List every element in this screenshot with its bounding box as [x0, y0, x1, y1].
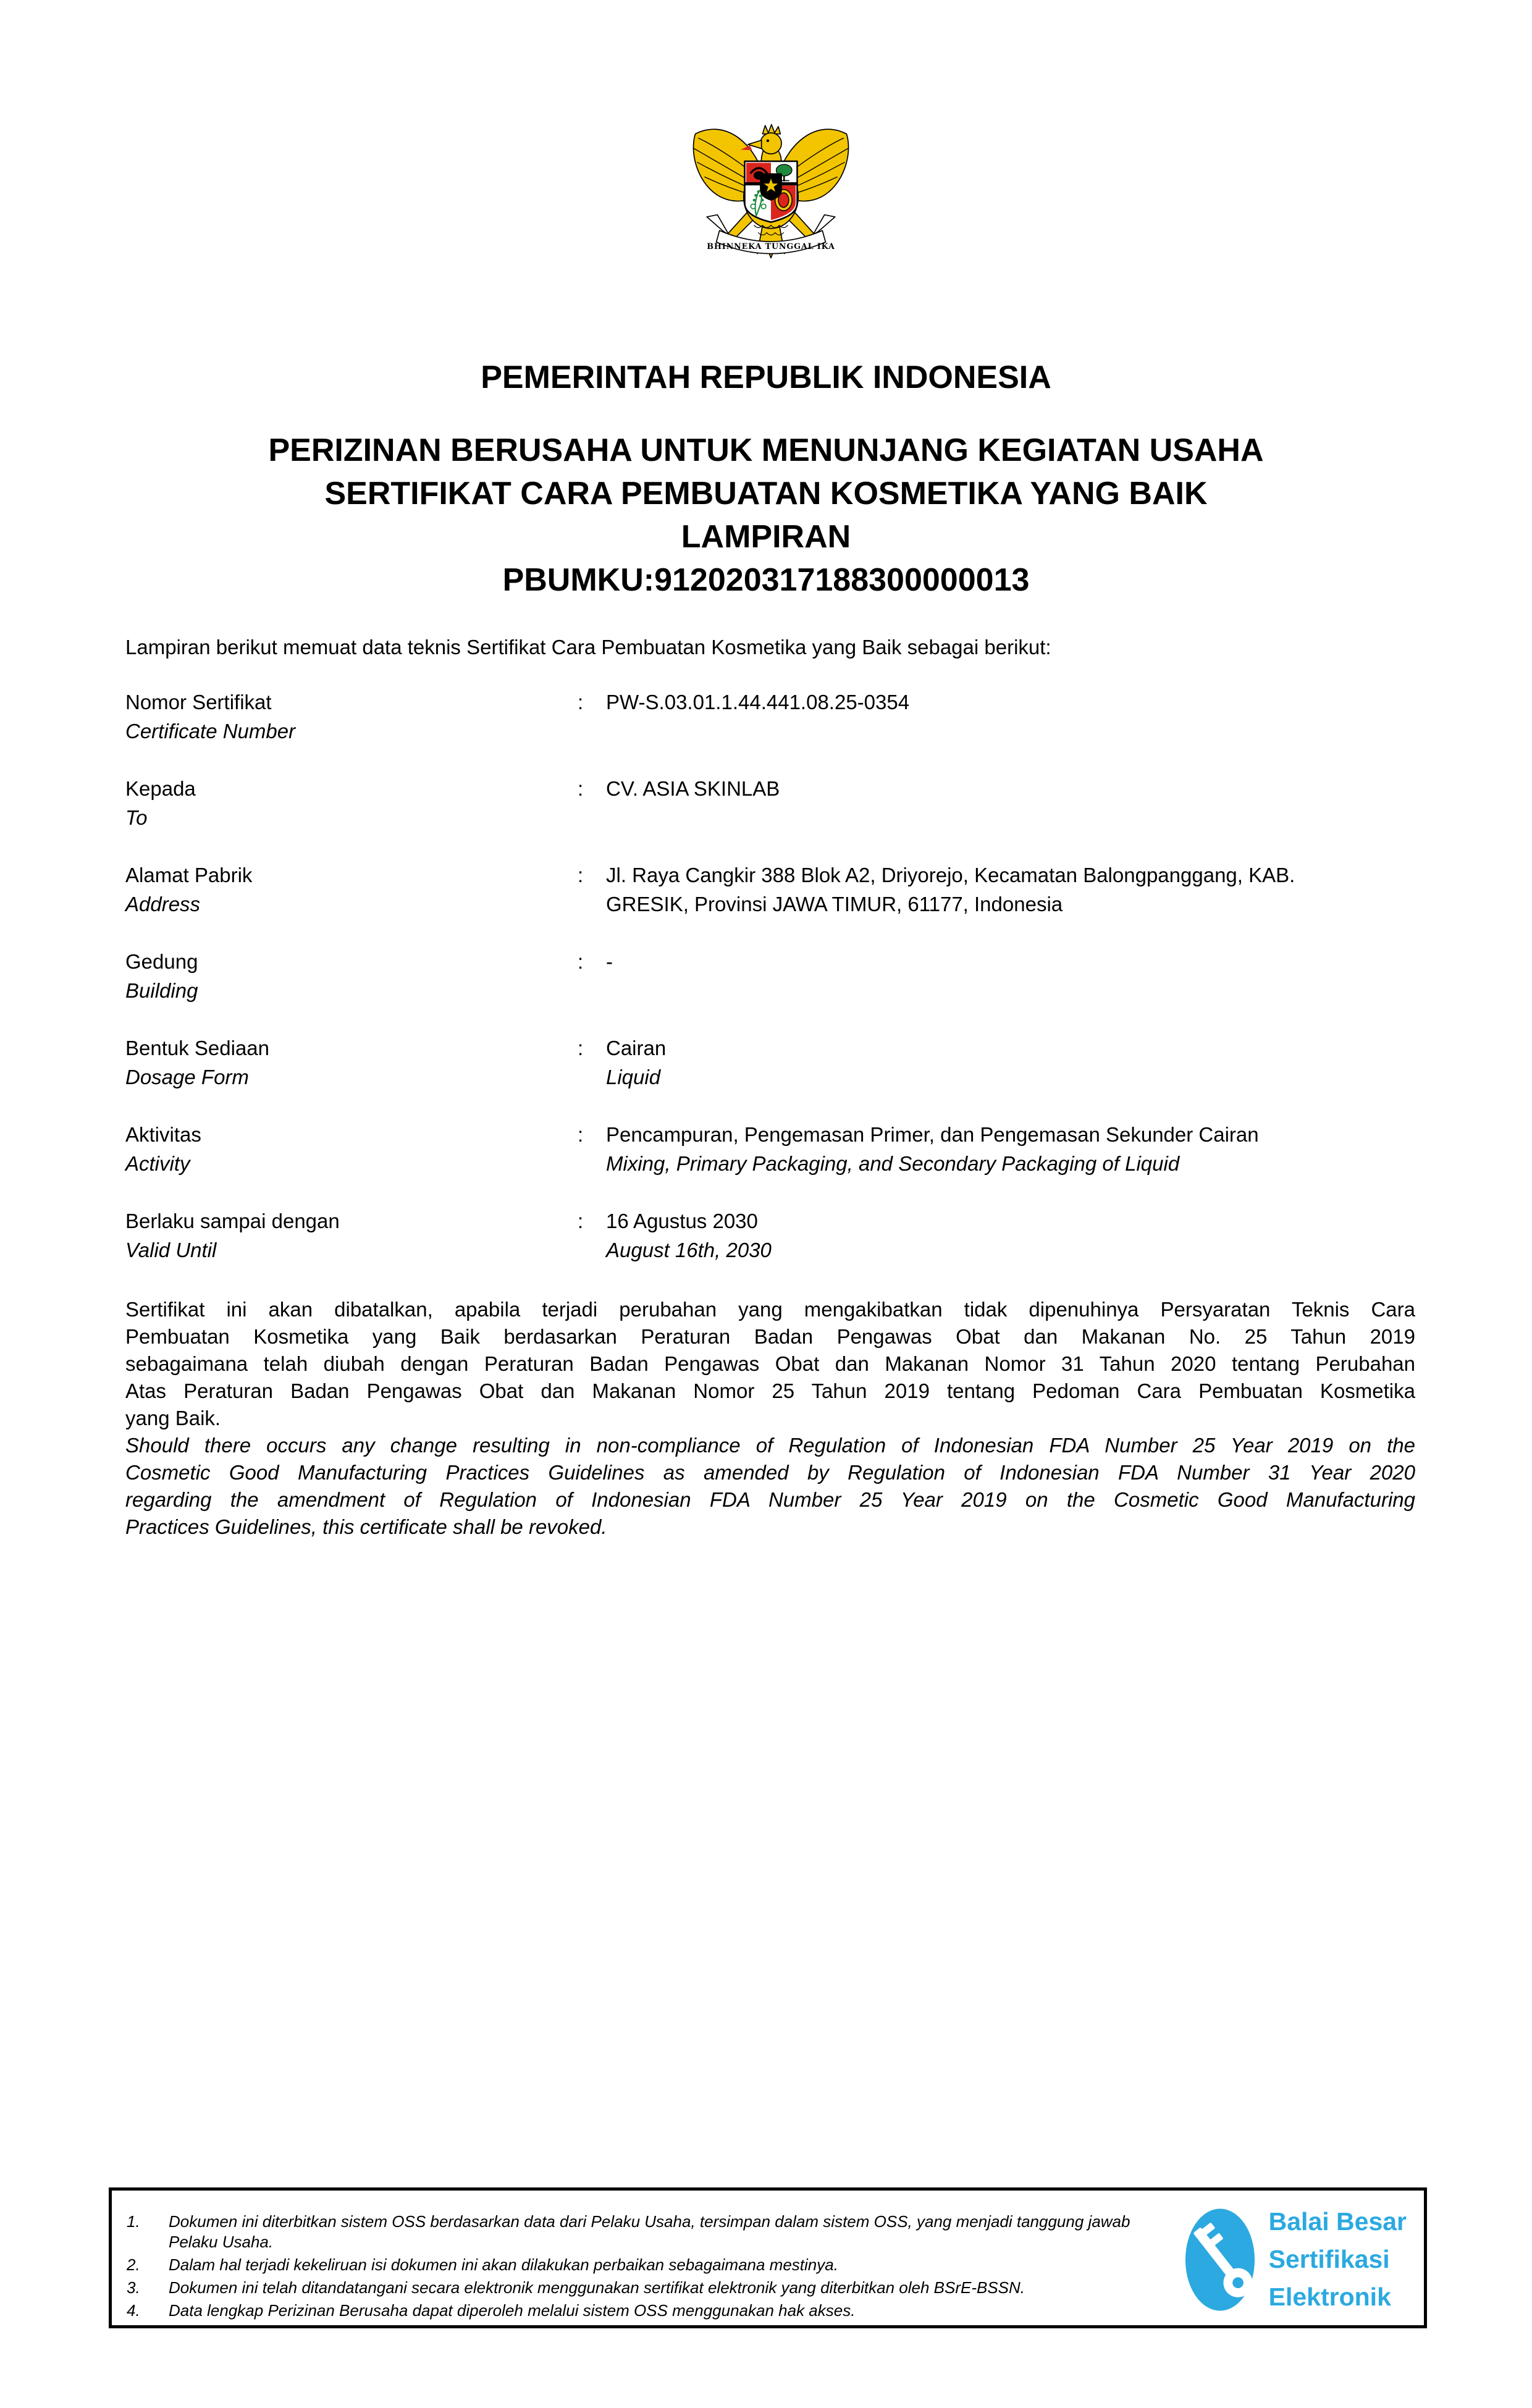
bsre-key-icon	[1184, 2207, 1256, 2313]
note-text-line: Dokumen ini diterbitkan sistem OSS berdasarkan data dari Pelaku Usaha, tersimpan dalam sistem OSS, yang menjadi tanggung jawab	[169, 2212, 1130, 2231]
field-label-en: Valid Until	[125, 1239, 217, 1261]
note-text: Dokumen ini telah ditandatangani secara elektronik menggunakan sertifikat elektronik yang diterbitkan oleh BSrE-BSSN.	[169, 2278, 1025, 2297]
bsre-logo	[1184, 2203, 1407, 2316]
note-number: 3.	[127, 2278, 140, 2297]
field-row-to	[125, 774, 1418, 832]
bsre-logo-text	[1269, 2203, 1407, 2316]
field-colon: :	[578, 864, 584, 886]
field-value: CV. ASIA SKINLAB	[606, 777, 780, 800]
clause-id-line: sebagaimana telah diubah dengan Peraturan Badan Pengawas Obat dan Makanan Nomor 31 Tahun 2020 tentang Perubahan	[125, 1352, 1415, 1375]
field-colon: :	[578, 691, 584, 714]
field-label-en: Building	[125, 979, 198, 1002]
field-row-activity	[125, 1120, 1418, 1178]
field-colon: :	[578, 1123, 584, 1146]
field-row-certificate-number	[125, 688, 1418, 746]
field-value-en: Liquid	[606, 1066, 661, 1088]
field-value-en: August 16th, 2030	[606, 1239, 772, 1261]
garuda-pancasila-emblem	[687, 103, 855, 262]
field-value: Jl. Raya Cangkir 388 Blok A2, Driyorejo, Kecamatan Balongpanggang, KAB.	[606, 864, 1295, 886]
clause-id-line: yang Baik.	[125, 1407, 221, 1429]
field-colon: :	[578, 1037, 584, 1059]
footer-notes-box	[109, 2187, 1427, 2328]
bsre-logo-line1: Balai Besar	[1268, 2207, 1407, 2236]
field-label-id: Alamat Pabrik	[125, 864, 253, 886]
field-label-id: Aktivitas	[125, 1123, 201, 1146]
field-label-en: Dosage Form	[125, 1066, 249, 1088]
footer-notes	[127, 2212, 1152, 2323]
field-row-valid-until	[125, 1206, 1418, 1265]
field-label-en: To	[125, 806, 148, 829]
footer-note-3	[127, 2278, 1152, 2298]
note-number: 2.	[127, 2255, 140, 2274]
note-number: 4.	[127, 2301, 140, 2320]
field-colon: :	[578, 777, 584, 800]
field-label-en: Certificate Number	[125, 720, 296, 743]
field-value: 16 Agustus 2030	[606, 1210, 758, 1232]
clause-id-line: Atas Peraturan Badan Pengawas Obat dan Makanan Nomor 25 Tahun 2019 tentang Pedoman Cara Pembuatan Kosmetika	[125, 1379, 1415, 1402]
field-label-id: Berlaku sampai dengan	[125, 1210, 340, 1232]
title-line-3: LAMPIRAN	[681, 519, 851, 555]
field-row-building	[125, 947, 1418, 1005]
field-value: Pencampuran, Pengemasan Primer, dan Pengemasan Sekunder Cairan	[606, 1123, 1259, 1146]
field-label-id: Kepada	[125, 777, 196, 800]
bsre-logo-line2: Sertifikasi	[1268, 2245, 1390, 2273]
field-label-en: Activity	[125, 1152, 190, 1175]
field-label-id: Nomor Sertifikat	[125, 691, 272, 714]
title-line-2: SERTIFIKAT CARA PEMBUATAN KOSMETIKA YANG BAIK	[324, 476, 1208, 511]
field-label-en: Address	[125, 893, 201, 916]
field-value-line2: GRESIK, Provinsi JAWA TIMUR, 61177, Indonesia	[606, 893, 1063, 916]
clause-id-line: Sertifikat ini akan dibatalkan, apabila terjadi perubahan yang mengakibatkan tidak dipenuhinya Persyaratan Teknis Cara	[125, 1298, 1415, 1321]
footer-note-1	[127, 2212, 1152, 2252]
footer-note-4	[127, 2301, 1152, 2321]
pancasila-shield	[745, 161, 798, 222]
clause-en-line: Should there occurs any change resulting in non-compliance of Regulation of Indonesian FDA Number 25 Year 2019 on the	[125, 1434, 1415, 1457]
field-value: -	[606, 950, 613, 973]
note-text: Data lengkap Perizinan Berusaha dapat diperoleh melalui sistem OSS menggunakan hak akses.	[169, 2301, 856, 2320]
field-row-dosage-form	[125, 1034, 1418, 1092]
field-value: Cairan	[606, 1037, 667, 1059]
bsre-logo-line3: Elektronik	[1268, 2283, 1391, 2311]
garuda-emblem-svg	[687, 103, 855, 262]
field-value-en: Mixing, Primary Packaging, and Secondary Packaging of Liquid	[606, 1152, 1180, 1175]
certificate-fields	[125, 688, 1418, 1293]
clause-id-line: Pembuatan Kosmetika yang Baik berdasarkan Peraturan Badan Pengawas Obat dan Makanan No. 25 Tahun 2019	[125, 1325, 1415, 1348]
field-colon: :	[578, 1210, 584, 1232]
field-label-id: Gedung	[125, 950, 198, 973]
note-text	[169, 2212, 1132, 2252]
note-text-line: Pelaku Usaha.	[169, 2233, 274, 2251]
intro-text: Lampiran berikut memuat data teknis Sertifikat Cara Pembuatan Kosmetika yang Baik sebagai berikut:	[125, 636, 1051, 659]
document-title-block	[0, 429, 1532, 602]
clause-en-line: Cosmetic Good Manufacturing Practices Guidelines as amended by Regulation of Indonesian FDA Number 31 Year 2020	[125, 1461, 1415, 1484]
note-number: 1.	[127, 2212, 140, 2231]
clause-en-line: regarding the amendment of Regulation of Indonesian FDA Number 25 Year 2019 on the Cosmetic Good Manufacturing	[125, 1488, 1415, 1511]
government-title: PEMERINTAH REPUBLIK INDONESIA	[481, 360, 1051, 395]
revocation-clause	[125, 1296, 1415, 1541]
note-text: Dalam hal terjadi kekeliruan isi dokumen ini akan dilakukan perbaikan sebagaimana mestinya.	[169, 2255, 838, 2274]
field-colon: :	[578, 950, 584, 973]
title-line-pbumku: PBUMKU:912020317188300000013	[502, 562, 1030, 598]
title-line-1: PERIZINAN BERUSAHA UNTUK MENUNJANG KEGIATAN USAHA	[268, 432, 1264, 468]
footer-note-2	[127, 2255, 1152, 2275]
clause-en-line: Practices Guidelines, this certificate shall be revoked.	[125, 1515, 607, 1538]
field-row-address	[125, 861, 1418, 919]
motto-text: BHINNEKA TUNGGAL IKA	[707, 242, 835, 251]
field-value: PW-S.03.01.1.44.441.08.25-0354	[606, 691, 910, 714]
field-label-id: Bentuk Sediaan	[125, 1037, 270, 1059]
